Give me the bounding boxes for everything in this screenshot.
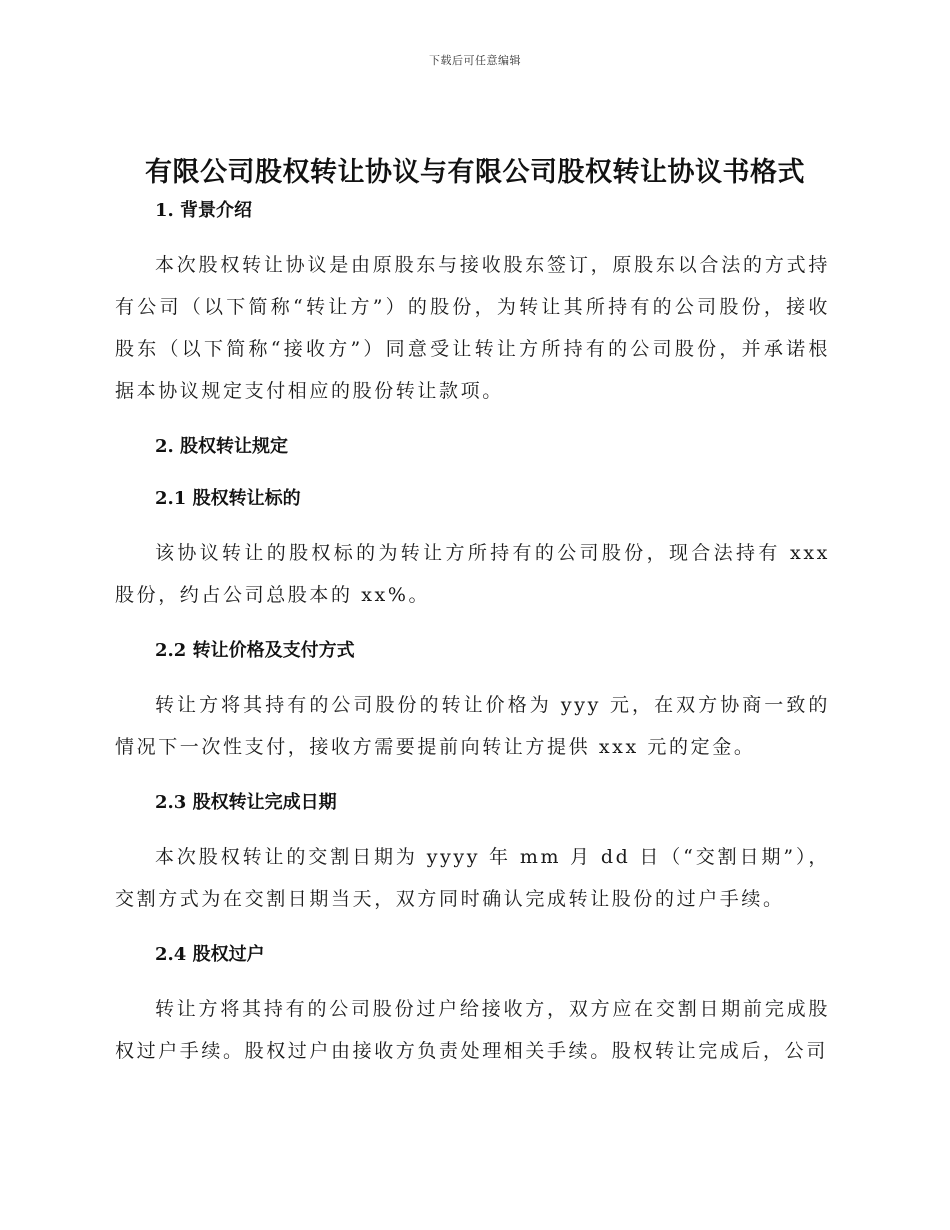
section-heading-transfer-rules: 2. 股权转让规定 bbox=[155, 436, 289, 457]
section-paragraph-background: 本次股权转让协议是由原股东与接收股东签订，原股东以合法的方式持有公司（以下简称“转让方”）的股份，为转让其所持有的公司股份，接收股东（以下简称“接收方”）同意受让转让方所持有的公司股份，并承诺根据本协议规定支付相应的股份转让款项。 bbox=[115, 254, 830, 402]
document-title: 有限公司股权转让协议与有限公司股权转让协议书格式 bbox=[145, 157, 805, 188]
section-paragraph-completion-date: 本次股权转让的交割日期为 yyyy 年 mm 月 dd 日（“交割日期”），交割方式为在交割日期当天，双方同时确认完成转让股份的过户手续。 bbox=[115, 846, 830, 910]
header-note: 下载后可任意编辑 bbox=[429, 54, 521, 67]
section-paragraph-transfer-subject: 该协议转让的股权标的为转让方所持有的公司股份，现合法持有 xxx 股份，约占公司总股本的 xx%。 bbox=[115, 542, 830, 606]
section-paragraph-equity-transfer: 转让方将其持有的公司股份过户给接收方，双方应在交割日期前完成股权过户手续。股权过户由接收方负责处理相关手续。股权转让完成后，公司 bbox=[115, 998, 830, 1062]
section-heading-completion-date: 2.3 股权转让完成日期 bbox=[155, 792, 337, 813]
section-heading-equity-transfer: 2.4 股权过户 bbox=[155, 944, 265, 965]
section-paragraph-price-payment: 转让方将其持有的公司股份的转让价格为 yyy 元，在双方协商一致的情况下一次性支付，接收方需要提前向转让方提供 xxx 元的定金。 bbox=[115, 694, 830, 758]
document-body bbox=[115, 196, 830, 1072]
section-heading-background: 1. 背景介绍 bbox=[155, 200, 253, 221]
section-heading-price-payment: 2.2 转让价格及支付方式 bbox=[155, 640, 355, 661]
section-heading-transfer-subject: 2.1 股权转让标的 bbox=[155, 488, 301, 509]
